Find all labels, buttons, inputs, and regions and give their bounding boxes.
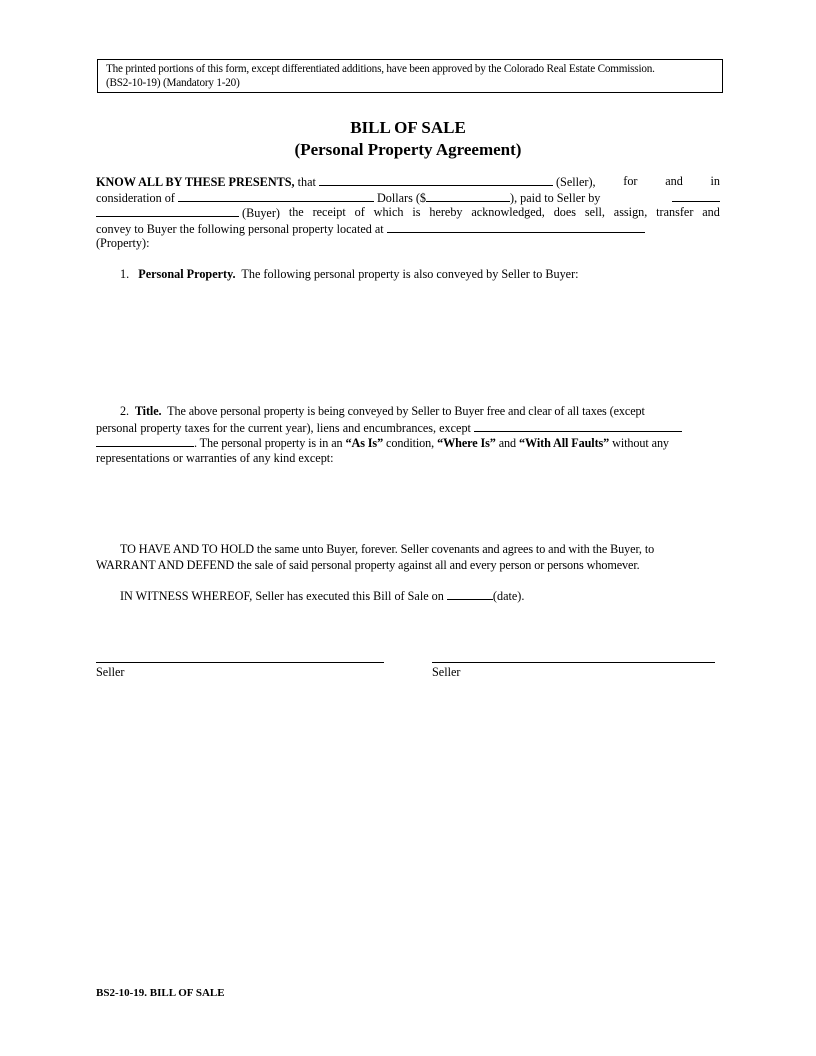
intro-is: is: [412, 205, 421, 219]
habendum-clause: [96, 542, 720, 573]
intro-acknowledged: acknowledged,: [471, 205, 545, 219]
execution-date-field[interactable]: [447, 588, 493, 600]
approval-notice-box: [97, 59, 723, 93]
habendum-line-1: TO HAVE AND TO HOLD the same unto Buyer, forever. Seller covenants and agrees to and with the Buyer, to: [120, 542, 655, 556]
condition-word: condition,: [386, 436, 435, 450]
intro-and: and: [665, 174, 683, 188]
intro-receipt: receipt: [312, 205, 346, 219]
approval-notice-line-2: (BS2-10-19) (Mandatory 1-20): [106, 77, 240, 89]
intro-which: which: [373, 205, 404, 219]
section-2-line-1: [96, 404, 720, 420]
buyer-label: (Buyer): [242, 206, 280, 220]
intro-that: that: [297, 175, 316, 189]
intro-line-1: [96, 174, 720, 190]
section-1-text: The following personal property is also conveyed by Seller to Buyer:: [241, 267, 579, 281]
exceptions-field[interactable]: [474, 420, 682, 432]
intro-paragraph: [96, 174, 720, 252]
seller-name-field[interactable]: [319, 174, 553, 186]
date-label: (date).: [492, 589, 525, 603]
seller-signature-line-left[interactable]: [96, 662, 384, 663]
document-title: BILL OF SALE: [350, 118, 466, 137]
exceptions-field-continued[interactable]: [96, 435, 194, 447]
intro-the: the: [288, 205, 304, 219]
consideration-label: consideration of: [96, 190, 175, 205]
seller-label-left: Seller: [96, 665, 125, 679]
section-2-text-3: . The personal property is in an: [194, 436, 343, 450]
intro-line-4: [96, 221, 720, 237]
section-2-text-1: The above personal property is being conveyed by Seller to Buyer free and clear of all taxes (except: [167, 404, 645, 418]
seller-label-right: Seller: [432, 665, 461, 679]
document-subtitle: (Personal Property Agreement): [294, 140, 522, 159]
where-is-term: “Where Is”: [437, 436, 496, 450]
convey-label: convey to Buyer the following personal property located at: [96, 221, 384, 236]
intro-for: for: [623, 174, 638, 188]
intro-of: of: [354, 205, 365, 219]
section-1-heading: Personal Property.: [138, 267, 236, 281]
section-2-number: 2.: [120, 404, 129, 418]
all-faults-term: “With All Faults”: [519, 436, 610, 450]
witness-text: IN WITNESS WHEREOF, Seller has executed this Bill of Sale on: [120, 589, 444, 603]
approval-notice-line-1: The printed portions of this form, except differentiated additions, have been approved by the Colorado Real Estate Commission.: [106, 63, 655, 75]
form-footer: BS2-10-19. BILL OF SALE: [96, 987, 225, 999]
witness-clause: [96, 588, 720, 604]
section-2-text-2: personal property taxes for the current year), liens and encumbrances, except: [96, 420, 471, 435]
intro-does: does: [553, 205, 577, 219]
intro-in: in: [710, 174, 720, 188]
and-word: and: [498, 436, 517, 450]
section-1-line: [96, 267, 720, 283]
section-1: [96, 267, 720, 283]
witness-line: [96, 588, 720, 604]
intro-line-2: [96, 190, 720, 206]
paid-by-field[interactable]: [672, 190, 720, 202]
section-1-number: 1.: [120, 267, 130, 281]
habendum-line-2: WARRANT AND DEFEND the sale of said personal property against all and every person or persons whomever.: [96, 557, 640, 572]
intro-assign: assign,: [613, 205, 648, 219]
buyer-name-field[interactable]: [96, 205, 239, 217]
consideration-words-field[interactable]: [178, 190, 374, 202]
intro-line-5: (Property):: [96, 236, 150, 250]
property-location-field[interactable]: [387, 221, 645, 233]
section-2-heading: Title.: [134, 404, 162, 418]
intro-sell: sell,: [584, 205, 605, 219]
dollars-label: Dollars ($: [376, 190, 427, 205]
intro-and-2: and: [702, 205, 720, 219]
as-is-term: “As Is”: [345, 436, 384, 450]
paid-to-seller-label: ), paid to Seller by: [510, 190, 601, 205]
section-2-line-2: [96, 420, 720, 436]
without-any-text: without any: [612, 436, 669, 450]
section-2-line-4: representations or warranties of any kind except:: [96, 450, 334, 465]
intro-lead: KNOW ALL BY THESE PRESENTS,: [96, 175, 295, 189]
intro-transfer: transfer: [656, 205, 694, 219]
dollar-amount-field[interactable]: [426, 190, 510, 202]
intro-hereby: hereby: [429, 205, 463, 219]
section-2: [96, 404, 720, 466]
intro-line-3: [96, 205, 720, 221]
seller-label: (Seller),: [556, 175, 596, 189]
seller-signature-line-right[interactable]: [432, 662, 715, 663]
section-2-line-3: [96, 435, 720, 451]
